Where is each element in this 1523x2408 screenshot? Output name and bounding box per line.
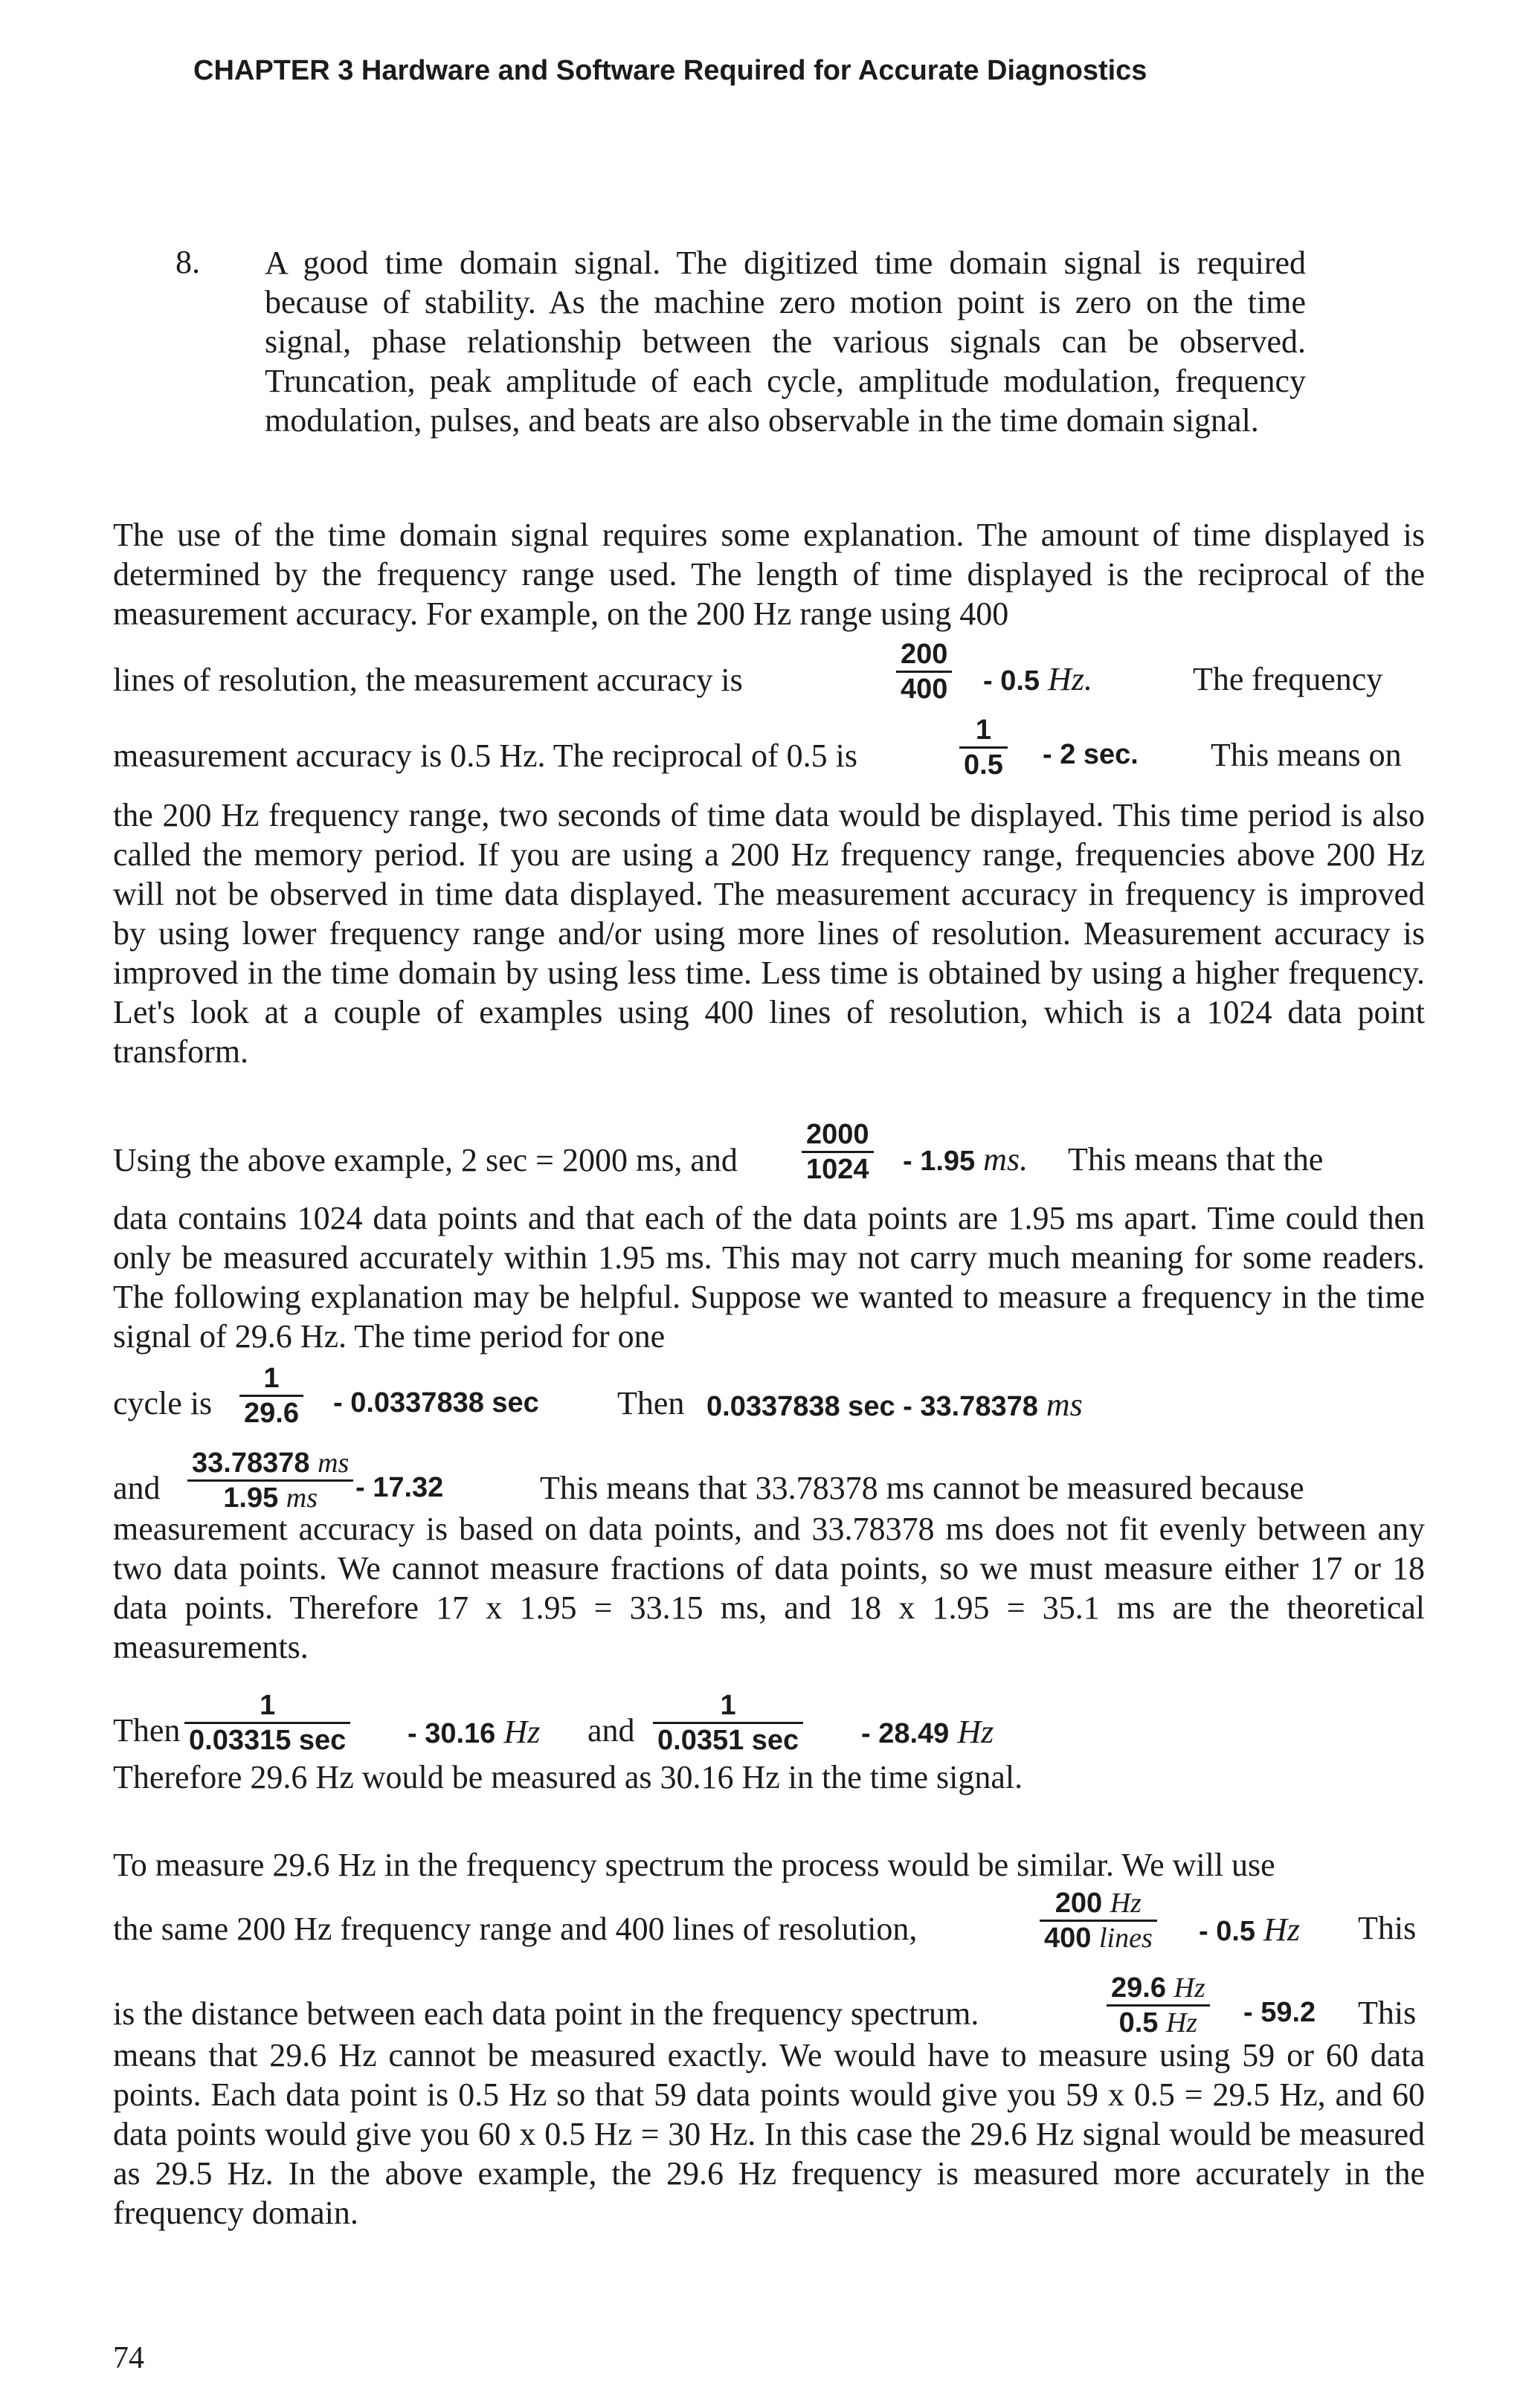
paragraph-3-line-b: the same 200 Hz frequency range and 400 lines of resolution, [113, 1911, 918, 1947]
fraction-200hz-400lines: 200 Hz 400 lines [1040, 1887, 1157, 1955]
p1-line-c-post: This means on [1211, 737, 1402, 773]
fraction-200-400 [896, 638, 952, 706]
paragraph-3d: means that 29.6 Hz cannot be measured exactly. We would have to measure using 59 or 60 data points. Each data point is 0.5 Hz so that 59 data points would give you 59 x 0.5 = 29.5 Hz, and 60 data points would give you 60 x 0.5 Hz = 30 Hz. In this case the 29.6 Hz signal would be measured as 29.5 Hz. In the above example, the 29.6 Hz frequency is measured more accurately in the frequency domain. [113, 2037, 1425, 2231]
fraction-1-0.03315: 1 0.03315 sec [184, 1689, 350, 1757]
then-line-pre: Then [113, 1712, 181, 1749]
list-item-text: A good time domain signal. The digitized time domain signal is required because of stability. As the machine zero motion point is zero on the time signal, phase relationship between the various signals can be observed. Truncation, peak amplitude of each cycle, amplitude modulation, frequency modulation, pulses, and beats are also observable in the time domain signal. [265, 245, 1306, 439]
equation-result-4: - 0.0337838 sec [333, 1387, 539, 1418]
paragraph-2d: Therefore 29.6 Hz would be measured as 30.16 Hz in the time signal. [113, 1759, 1023, 1795]
equation-result-5: 0.0337838 sec - 33.78378 ms [706, 1387, 1083, 1423]
p1-line-b-post: The frequency [1193, 661, 1383, 697]
paragraph-1a: The use of the time domain signal requires some explanation. The amount of time displayed is determined by the frequency range used. The length of time displayed is the reciprocal of the measurement accuracy. For example, on the 200 Hz range using 400 [113, 517, 1425, 632]
p1-line-c-pre: measurement accuracy is 0.5 Hz. The reciprocal of 0.5 is [113, 737, 857, 774]
and-line-pre: and [113, 1470, 161, 1506]
cycle-then: Then [617, 1385, 685, 1421]
paragraph-1d: the 200 Hz frequency range, two seconds of time data would be displayed. This time period is also called the memory period. If you are using a 200 Hz frequency range, frequencies above 200 Hz will not be observed in time data displayed. The measurement accuracy in frequency is improved by using lower frequency range and/or using more lines of resolution. Measurement accuracy is improved in the time domain by using less time. Less time is obtained by using a higher frequency. Let's look at a couple of examples using 400 lines of resolution, which is a 1024 data point transform. [113, 797, 1425, 1070]
equation-result-1: - 0.5 Hz. [983, 661, 1092, 697]
equation-result-10: - 59.2 [1243, 1997, 1316, 2028]
equation-result-7: - 30.16 Hz [408, 1714, 541, 1750]
then-and: and [587, 1712, 635, 1749]
equation-result-2: - 2 sec. [1043, 739, 1139, 770]
paragraph-2-line-a: Using the above example, 2 sec = 2000 ms, and [113, 1142, 738, 1178]
p3-line-b-post: This [1358, 1910, 1417, 1946]
p2-line-a-post: This means that the [1068, 1141, 1324, 1178]
paragraph-2c: measurement accuracy is based on data points, and 33.78378 ms does not fit evenly between any two data points. We cannot measure fractions of data points, so we must measure either 17 or 18 data points. Therefore 17 x 1.95 = 33.15 ms, and 18 x 1.95 = 35.1 ms are the theoretical measurements. [113, 1511, 1425, 1665]
chapter-header: CHAPTER 3 Hardware and Software Required for Accurate Diagnostics [193, 55, 1147, 86]
paragraph-3a: To measure 29.6 Hz in the frequency spectrum the process would be similar. We will use [113, 1847, 1275, 1883]
cycle-line-pre: cycle is [113, 1385, 213, 1421]
fraction-33.78378-1.95: $\frac{33.78378 ms}{1.95 ms}$ [187, 1447, 353, 1514]
fraction-denominator: 400 [901, 674, 948, 705]
fraction-29.6hz-0.5hz: $\frac{29.6 Hz}{0.5 Hz}$ [1107, 1972, 1210, 2039]
list-item-number: 8. [176, 244, 200, 280]
equation-result-3: - 1.95 ms. [903, 1141, 1028, 1178]
equation-result-6: - 17.32 [355, 1472, 444, 1503]
fraction-2000-1024: $\frac{2000}{1024}$ [802, 1118, 874, 1186]
page-number: 74 [113, 2341, 144, 2375]
equation-result-9: - 0.5 Hz [1199, 1911, 1300, 1948]
fraction-numerator: 200 [896, 638, 952, 673]
p3-line-c-post: This [1358, 1995, 1417, 2031]
fraction-1-0.5: $\frac{1}{0.5}$ [959, 714, 1008, 781]
paragraph-2b: data contains 1024 data points and that each of the data points are 1.95 ms apart. Time could then only be measured accurately within 1.95 ms. This may not carry much meaning for some readers. The following explanation may be helpful. Suppose we wanted to measure a frequency in the time signal of 29.6 Hz. The time period for one [113, 1200, 1425, 1355]
paragraph-3-line-c: is the distance between each data point in the frequency spectrum. [113, 1995, 979, 2032]
and-line-post: This means that 33.78378 ms cannot be measured because [540, 1470, 1304, 1506]
fraction-1-0.0351: 1 0.0351 sec [653, 1689, 803, 1757]
equation-result-8: - 28.49 Hz [861, 1714, 994, 1750]
fraction-1-29.6: $\frac{1}{29.6}$ [239, 1362, 303, 1430]
p1-line-b-pre: lines of resolution, the measurement accuracy is [113, 662, 743, 698]
